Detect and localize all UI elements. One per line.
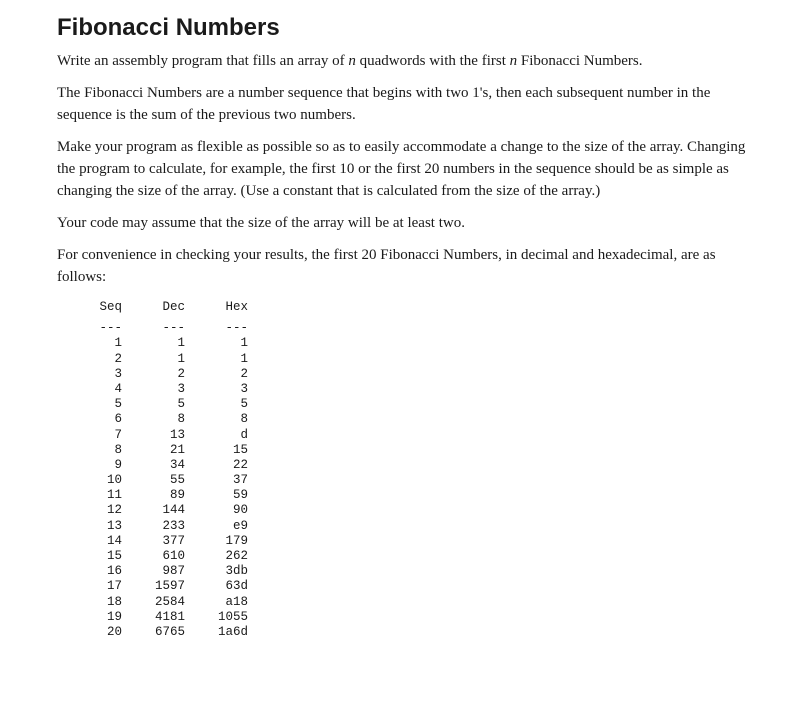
table-row — [57, 625, 757, 640]
cell-seq: 1 — [114, 336, 122, 351]
intro-text-middle: quadwords with the first — [355, 53, 510, 69]
cell-seq: 11 — [106, 488, 122, 503]
cell-hex: 15 — [232, 442, 248, 457]
cell-dec: 13 — [169, 427, 185, 442]
cell-seq: 3 — [114, 366, 122, 381]
assumption-paragraph: Your code may assume that the size of the array will be at least two. — [57, 215, 465, 231]
cell-hex: 2 — [240, 366, 248, 381]
cell-hex: 262 — [225, 549, 248, 563]
cell-seq: 19 — [106, 609, 122, 624]
table-row — [57, 503, 757, 518]
cell-seq: 2 — [114, 351, 122, 366]
intro-text-after: Fibonacci Numbers. — [517, 53, 643, 69]
cell-seq: 5 — [114, 397, 122, 412]
cell-dec: 4181 — [154, 609, 185, 624]
intro-text-before: Write an assembly program that fills an array of — [57, 53, 349, 69]
cell-dec: 1597 — [154, 579, 185, 594]
cell-hex: 37 — [232, 473, 248, 488]
definition-paragraph: The Fibonacci Numbers are a number sequence that begins with two 1's, then each subsequent number in the sequence is the sum of the previous two numbers. — [57, 85, 711, 123]
cell-hex: 1055 — [217, 609, 248, 624]
table-row — [57, 473, 757, 488]
cell-hex: 1a6d — [217, 624, 248, 639]
table-row — [57, 579, 757, 594]
cell-dec: 610 — [162, 549, 185, 563]
table-body — [57, 336, 757, 640]
cell-hex: 59 — [232, 488, 248, 503]
intro-variable-n-2: n — [509, 53, 518, 69]
cell-hex: 3 — [240, 381, 248, 396]
cell-dec: 8 — [177, 412, 185, 427]
cell-hex: 63d — [225, 579, 248, 594]
cell-seq: 14 — [106, 533, 122, 548]
cell-dec: 1 — [177, 336, 185, 351]
cell-hex: d — [240, 427, 248, 442]
cell-dec: 987 — [162, 564, 185, 579]
cell-seq: 10 — [106, 473, 122, 488]
cell-seq: 8 — [114, 442, 122, 457]
cell-hex: 1 — [240, 336, 248, 351]
cell-dec: 5 — [177, 397, 185, 412]
cell-dec: 2 — [177, 366, 185, 381]
table-row — [57, 367, 757, 382]
cell-dec: 1 — [177, 351, 185, 366]
cell-seq: 15 — [106, 549, 122, 563]
header-dec: Dec — [162, 300, 185, 314]
cell-seq: 4 — [114, 381, 122, 396]
table-row — [57, 336, 757, 351]
table-row — [57, 519, 757, 534]
fibonacci-table — [57, 300, 757, 640]
table-row — [57, 443, 757, 458]
page-title: Fibonacci Numbers — [57, 14, 280, 41]
cell-seq: 18 — [106, 594, 122, 609]
table-row — [57, 610, 757, 625]
cell-dec: 233 — [162, 518, 185, 533]
cell-dec: 89 — [169, 488, 185, 503]
cell-hex: 90 — [232, 503, 248, 518]
cell-hex: 8 — [240, 412, 248, 427]
cell-seq: 16 — [106, 564, 122, 579]
cell-hex: 1 — [240, 351, 248, 366]
divider-hex: --- — [225, 321, 248, 336]
cell-seq: 7 — [114, 427, 122, 442]
header-seq: Seq — [99, 300, 122, 314]
cell-dec: 34 — [169, 457, 185, 472]
cell-dec: 377 — [162, 533, 185, 548]
table-row — [57, 428, 757, 443]
table-row — [57, 488, 757, 503]
cell-seq: 17 — [106, 579, 122, 594]
flexibility-paragraph: Make your program as flexible as possible so as to easily accommodate a change to the size of the array. Changing the program to calculate, for example, the first 10 or the first 20 numbers in the sequence should be as simple as changing the size of the array. (Use a constant that is calculated from the size of the array.) — [57, 139, 746, 199]
table-row — [57, 382, 757, 397]
cell-seq: 6 — [114, 412, 122, 427]
table-row — [57, 458, 757, 473]
intro-variable-n: n — [348, 53, 356, 69]
cell-dec: 2584 — [154, 594, 185, 609]
header-hex: Hex — [225, 300, 248, 314]
cell-dec: 55 — [169, 473, 185, 488]
cell-hex: 22 — [232, 457, 248, 472]
divider-dec: --- — [162, 321, 185, 336]
table-row — [57, 397, 757, 412]
cell-dec: 3 — [177, 381, 185, 396]
cell-hex: 3db — [225, 564, 248, 579]
cell-hex: e9 — [232, 518, 248, 533]
cell-dec: 21 — [169, 442, 185, 457]
cell-dec: 6765 — [154, 624, 185, 639]
intro-paragraph — [57, 50, 757, 72]
table-row — [57, 564, 757, 579]
convenience-paragraph: For convenience in checking your results, the first 20 Fibonacci Numbers, in decimal and hexadecimal, are as follows: — [57, 247, 716, 285]
table-row — [57, 549, 757, 564]
cell-hex: 179 — [225, 533, 248, 548]
cell-seq: 13 — [106, 518, 122, 533]
table-row — [57, 412, 757, 427]
cell-seq: 12 — [106, 503, 122, 518]
cell-seq: 20 — [106, 624, 122, 639]
table-row — [57, 595, 757, 610]
cell-dec: 144 — [162, 503, 185, 518]
table-row — [57, 534, 757, 549]
table-divider-row — [57, 321, 757, 336]
divider-seq: --- — [99, 321, 122, 336]
table-row — [57, 352, 757, 367]
cell-hex: 5 — [240, 397, 248, 412]
table-header-row — [57, 300, 757, 315]
cell-seq: 9 — [114, 457, 122, 472]
cell-hex: a18 — [225, 594, 248, 609]
